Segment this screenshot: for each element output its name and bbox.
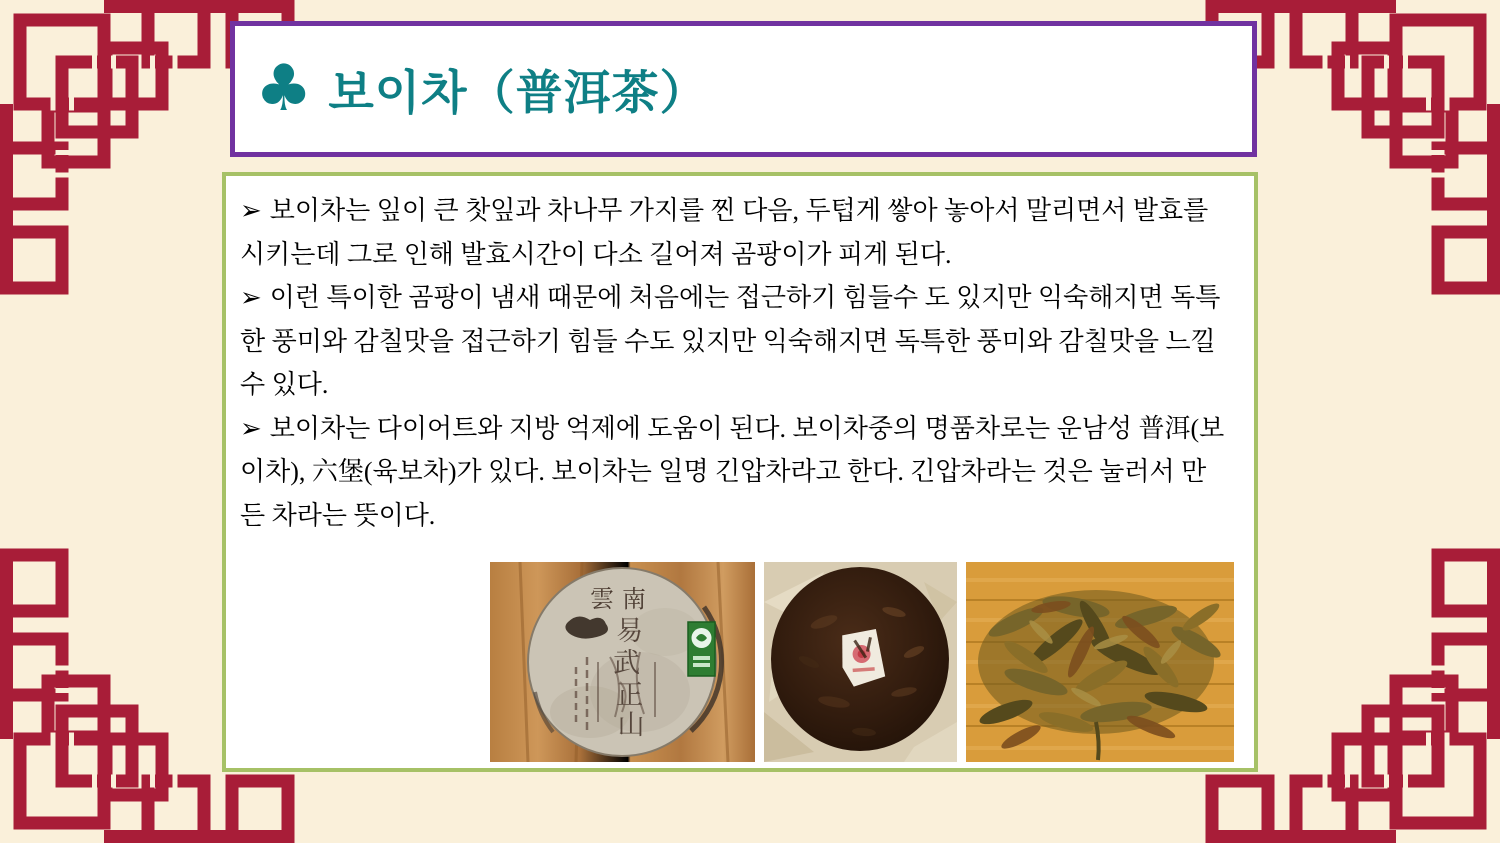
photo-strip	[490, 562, 1234, 762]
svg-text:易 武 正: 易 武 正 山	[613, 616, 645, 740]
arrow-bullet-icon: ➢	[240, 283, 262, 312]
slide-title-box	[230, 21, 1257, 157]
paragraph-text: 보이차는 다이어트와 지방 억제에 도움이 된다. 보이차중의 명품차로는 운남성 普洱(보이차), 六堡(육보차)가 있다. 보이차는 일명 긴압차라고 한다. 긴압차라는 것은 눌러서 만든 차라는 뜻이다.	[240, 413, 1225, 530]
club-icon: ♣	[255, 52, 313, 126]
loose-tea-leaves-image	[966, 562, 1234, 762]
svg-text:雲南: 雲南	[590, 587, 654, 613]
body-paragraph	[240, 189, 1230, 276]
paragraph-text: 보이차는 잎이 큰 찻잎과 차나무 가지를 찐 다음, 두텁게 쌓아 놓아서 말리면서 발효를 시키는데 그로 인해 발효시간이 다소 길어져 곰팡이가 피게 된다.	[240, 196, 1209, 269]
arrow-bullet-icon: ➢	[240, 413, 262, 443]
paragraph-text: 이런 특이한 곰팡이 냄새 때문에 처음에는 접근하기 힘들수 도 있지만 익숙해지면 독특한 풍미와 감칠맛을 접근하기 힘들 수도 있지만 익숙해지면 독특한 풍미와 감칠맛을 느낄 수 있다.	[240, 283, 1221, 399]
body-paragraph	[240, 276, 1230, 407]
dark-puerh-disc-image	[764, 562, 957, 762]
page-title: 보이차（普洱茶）	[328, 65, 708, 119]
body-paragraph	[240, 407, 1230, 538]
wrapped-puerh-cake-image	[490, 562, 755, 762]
arrow-bullet-icon: ➢	[240, 196, 262, 225]
